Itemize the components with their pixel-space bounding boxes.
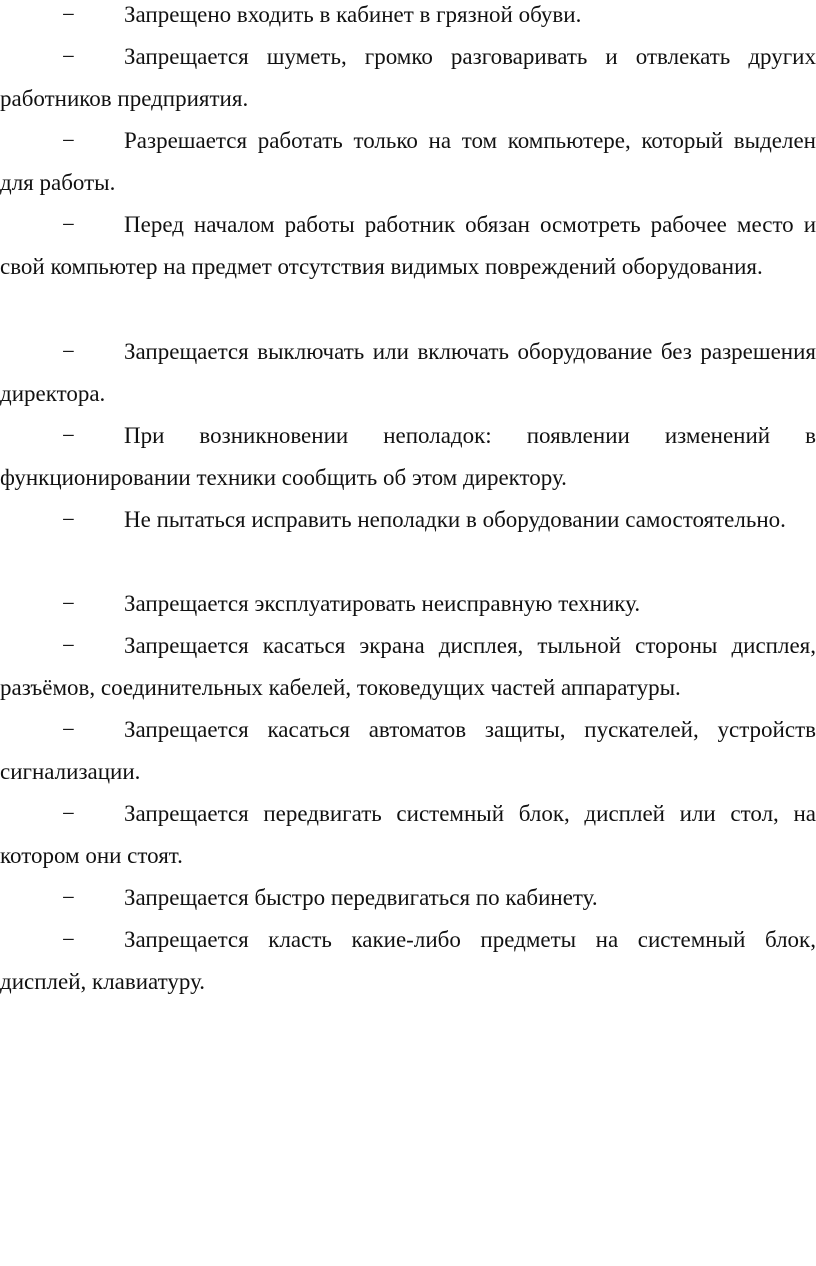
dash-bullet: −	[62, 591, 75, 616]
dash-bullet: −	[62, 2, 75, 27]
list-item-text: Запрещается касаться экрана дисплея, тыльной стороны дисплея, разъёмов, соединительных кабелей, токоведущих частей аппаратуры.	[0, 633, 816, 700]
list-item-text: Запрещается класть какие-либо предметы на системный блок, дисплей, клавиатуру.	[0, 927, 816, 994]
dash-bullet: −	[62, 44, 75, 69]
list-item	[0, 331, 816, 415]
dash-bullet: −	[62, 212, 75, 237]
list-item-text: Запрещается выключать или включать оборудование без разрешения директора.	[0, 339, 816, 406]
dash-bullet: −	[62, 423, 75, 448]
list-item	[0, 583, 816, 625]
list-item-text: Не пытаться исправить неполадки в оборудовании самостоятельно.	[124, 507, 786, 532]
list-item-text: Запрещается быстро передвигаться по кабинету.	[124, 885, 598, 910]
list-item-text: При возникновении неполадок: появлении изменений в функционировании техники сообщить об этом директору.	[0, 423, 816, 490]
list-item-text: Запрещается шуметь, громко разговаривать и отвлекать других работников предприятия.	[0, 44, 816, 111]
list-item-text: Перед началом работы работник обязан осмотреть рабочее место и свой компьютер на предмет отсутствия видимых повреждений оборудования.	[0, 212, 816, 279]
dash-bullet: −	[62, 717, 75, 742]
list-item	[0, 120, 816, 204]
dash-bullet: −	[62, 885, 75, 910]
list-item-text: Запрещается эксплуатировать неисправную технику.	[124, 591, 641, 616]
list-item	[0, 919, 816, 1003]
list-item-text: Разрешается работать только на том компьютере, который выделен для работы.	[0, 128, 816, 195]
list-item	[0, 793, 816, 877]
list-item	[0, 0, 816, 36]
dash-bullet: −	[62, 128, 75, 153]
dash-bullet: −	[62, 927, 75, 952]
list-item	[0, 415, 816, 499]
list-item	[0, 499, 816, 541]
dash-bullet: −	[62, 339, 75, 364]
list-item-text: Запрещено входить в кабинет в грязной обуви.	[124, 2, 582, 27]
list-item	[0, 204, 816, 288]
dash-bullet: −	[62, 633, 75, 658]
dash-bullet: −	[62, 507, 75, 532]
list-item-text: Запрещается передвигать системный блок, дисплей или стол, на котором они стоят.	[0, 801, 816, 868]
list-item	[0, 625, 816, 709]
dash-bullet: −	[62, 801, 75, 826]
list-item	[0, 709, 816, 793]
list-item	[0, 36, 816, 120]
list-item	[0, 877, 816, 919]
list-item-text: Запрещается касаться автоматов защиты, пускателей, устройств сигнализации.	[0, 717, 816, 784]
